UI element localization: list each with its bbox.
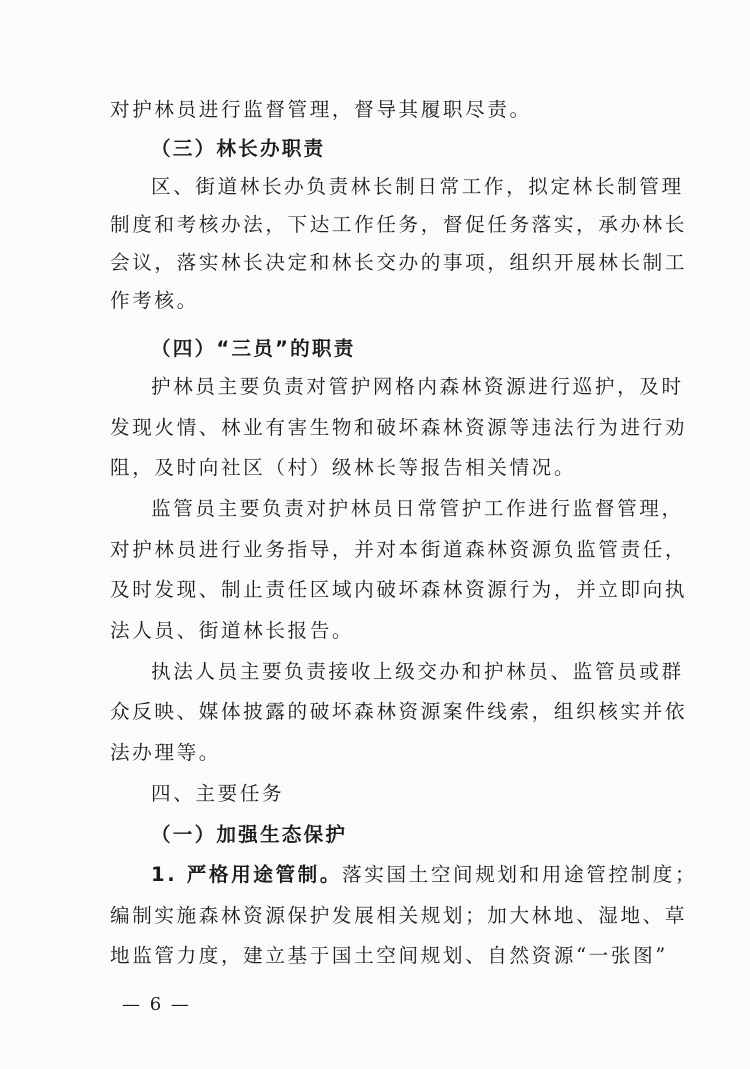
paragraph-line: 阻，及时向社区（村）级林长等报告相关情况。 xyxy=(110,456,577,479)
task1-text: 落实国土空间规划和用途管控制度； xyxy=(342,863,698,886)
paragraph-line-task1 xyxy=(151,863,697,887)
paragraph-line: 制度和考核办法，下达工作任务，督促任务落实，承办林长 xyxy=(110,213,688,236)
paragraph-line: 对护林员进行监督管理，督导其履职尽责。 xyxy=(110,98,532,121)
paragraph-line: 作考核。 xyxy=(110,289,199,312)
paragraph-line: 会议，落实林长决定和林长交办的事项，组织开展林长制工 xyxy=(110,251,688,274)
paragraph-line: 执法人员主要负责接收上级交办和护林员、监管员或群 xyxy=(151,660,684,683)
paragraph-line: 地监管力度，建立基于国土空间规划、自然资源“一张图” xyxy=(110,944,668,967)
task1-title: 1. 严格用途管制。 xyxy=(151,863,343,886)
paragraph-line: 对护林员进行业务指导，并对本街道森林资源负监管责任， xyxy=(110,538,688,561)
section-heading-linzhangban: （三）林长办职责 xyxy=(151,137,326,160)
section-heading-sanyuan: （四）“三员”的职责 xyxy=(151,337,356,360)
paragraph-line: 法办理等。 xyxy=(110,741,221,764)
paragraph-line: 众反映、媒体披露的破坏森林资源案件线索，组织核实并依 xyxy=(110,700,688,723)
paragraph-line: 发现火情、林业有害生物和破坏森林资源等违法行为进行劝 xyxy=(110,416,688,439)
subsection-heading-ecology: （一）加强生态保护 xyxy=(151,823,348,846)
section-heading-main-tasks: 四、主要任务 xyxy=(151,782,285,805)
paragraph-line: 编制实施森林资源保护发展相关规划；加大林地、湿地、草 xyxy=(110,904,688,927)
paragraph-line: 法人员、街道林长报告。 xyxy=(110,619,355,642)
paragraph-line: 及时发现、制止责任区域内破坏森林资源行为，并立即向执 xyxy=(110,578,688,601)
paragraph-line: 监管员主要负责对护林员日常管护工作进行监督管理， xyxy=(151,497,684,520)
paragraph-line: 护林员主要负责对管护网格内森林资源进行巡护，及时 xyxy=(151,375,684,398)
page-number: — 6 — xyxy=(122,994,191,1015)
paragraph-line: 区、街道林长办负责林长制日常工作，拟定林长制管理 xyxy=(151,175,684,198)
